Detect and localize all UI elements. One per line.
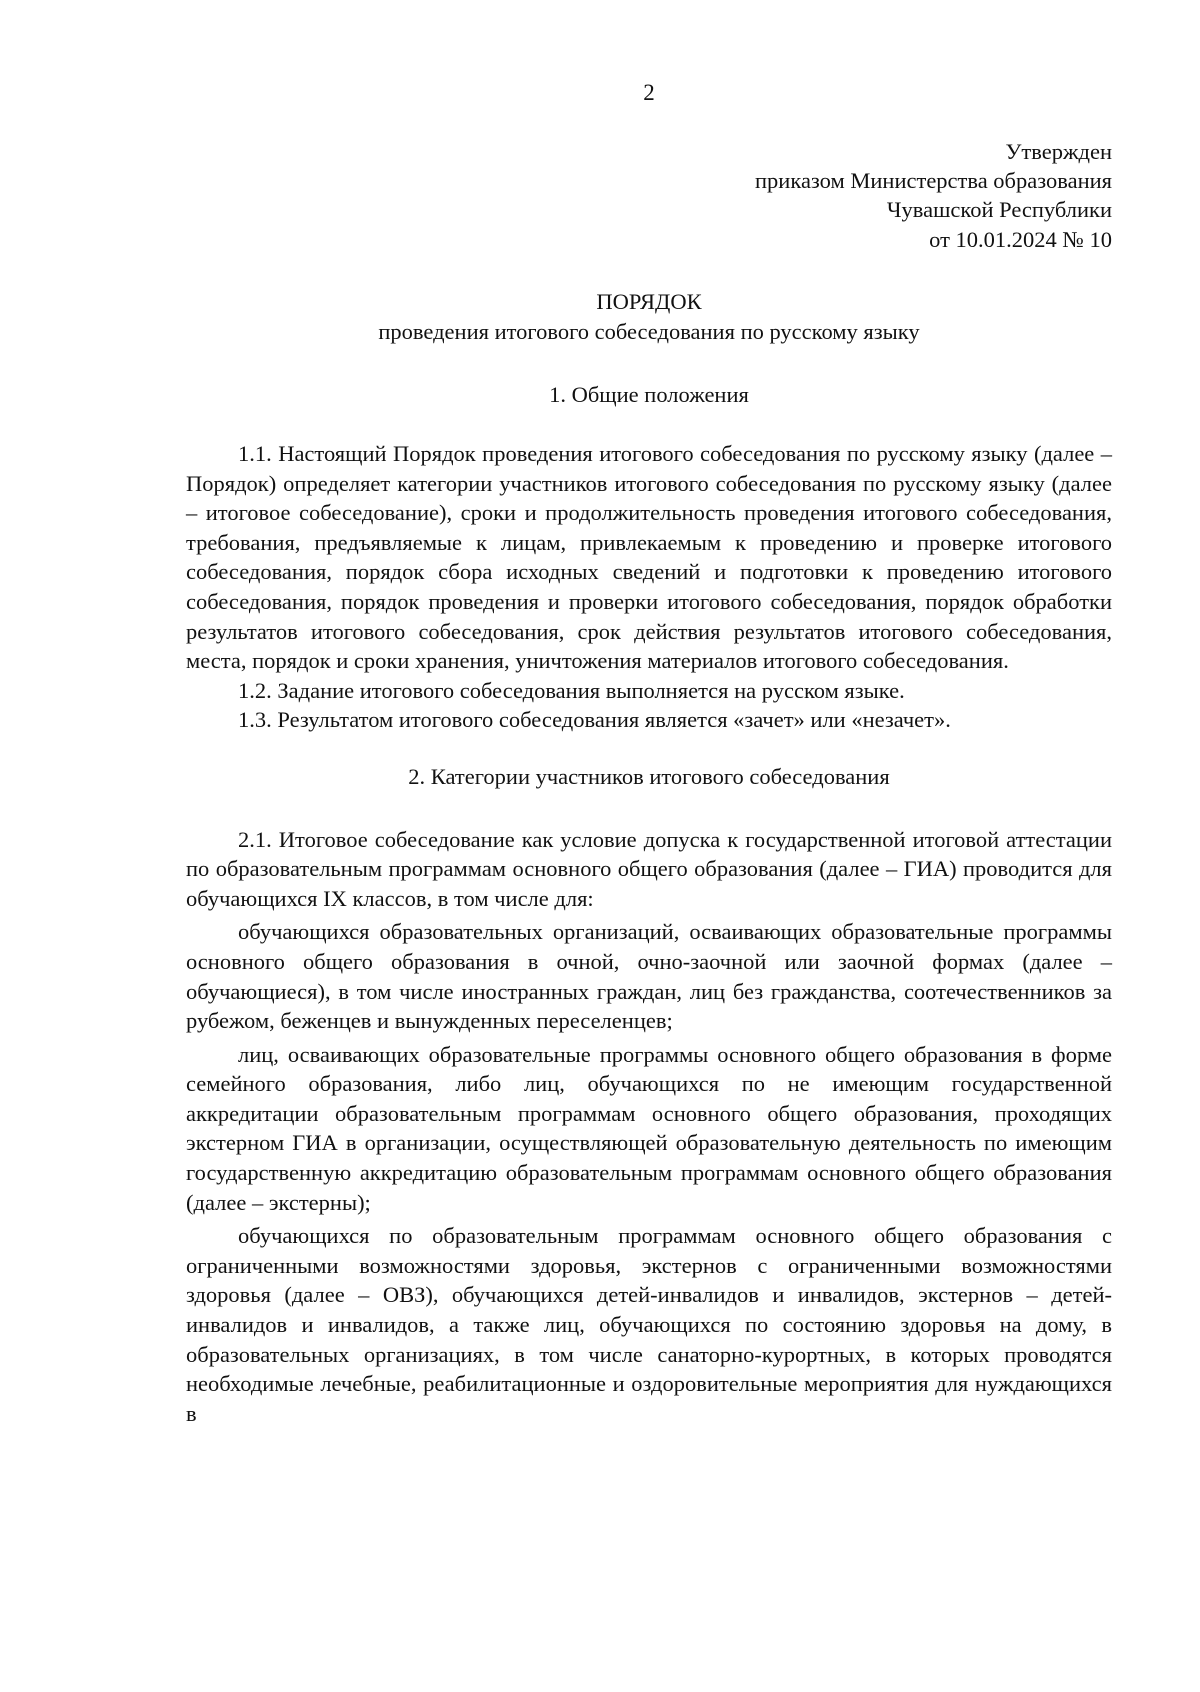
document-page bbox=[186, 78, 1112, 1428]
paragraph: 1.3. Результатом итогового собеседования является «зачет» или «незачет». bbox=[238, 707, 951, 733]
section-heading: 2. Категории участников итогового собеседования bbox=[408, 763, 890, 789]
document-title: ПОРЯДОК bbox=[596, 289, 702, 315]
approval-line: от 10.01.2024 № 10 bbox=[929, 226, 1112, 252]
page-number: 2 bbox=[643, 80, 655, 105]
paragraph: обучающихся образовательных организаций, осваивающих образовательные программы основного общего образования в очной, очно-заочной или заочной формах (далее – обучающиеся), в том числе иностранных граждан, лиц без гражданства, соотечественников за рубежом, беженцев и вынужденных переселенцев; bbox=[186, 919, 1112, 1034]
paragraph: обучающихся по образовательным программам основного общего образования с ограниченными возможностями здоровья, экстернов с ограниченными возможностями здоровья (далее – ОВЗ), обучающихся детей-инвалидов и инвалидов, экстернов – детей-инвалидов и инвалидов, а также лиц, обучающихся по состоянию здоровья на дому, в образовательных организациях, в том числе санаторно-курортных, в которых проводятся необходимые лечебные, реабилитационные и оздоровительные мероприятия для нуждающихся в bbox=[186, 1223, 1112, 1426]
approval-block bbox=[186, 137, 1112, 255]
paragraph: 1.1. Настоящий Порядок проведения итогового собеседования по русскому языку (далее – Порядок) определяет категории участников итогового собеседования по русскому языку (далее – итоговое собеседование), сроки и продолжительность проведения итогового собеседования, требования, предъявляемые к лицам, привлекаемым к проведению и проверке итогового собеседования, порядок сбора исходных сведений и подготовки к проведению итогового собеседования, порядок проведения и проверки итогового собеседования, порядок обработки результатов итогового собеседования, срок действия результатов итогового собеседования, места, порядок и сроки хранения, уничтожения материалов итогового собеседования. bbox=[186, 441, 1112, 674]
approval-line: приказом Министерства образования bbox=[755, 168, 1112, 193]
document-subtitle: проведения итогового собеседования по русскому языку bbox=[378, 318, 920, 344]
paragraph: 1.2. Задание итогового собеседования выполняется на русском языке. bbox=[238, 677, 905, 703]
approval-line: Чувашской Республики bbox=[886, 197, 1112, 223]
paragraph: лиц, осваивающих образовательные программы основного общего образования в форме семейного образования, либо лиц, обучающихся по не имеющим государственной аккредитации образовательным программам основного общего образования, проходящих экстерном ГИА в организации, осуществляющей образовательную деятельность по имеющим государственную аккредитацию образовательным программам основного общего образования (далее – экстерны); bbox=[186, 1041, 1112, 1215]
section-heading: 1. Общие положения bbox=[549, 382, 749, 408]
paragraph: 2.1. Итоговое собеседование как условие допуска к государственной итоговой аттестации по образовательным программам основного общего образования (далее – ГИА) проводится для обучающихся IX классов, в том числе для: bbox=[186, 826, 1112, 911]
approval-line: Утвержден bbox=[1005, 138, 1112, 164]
